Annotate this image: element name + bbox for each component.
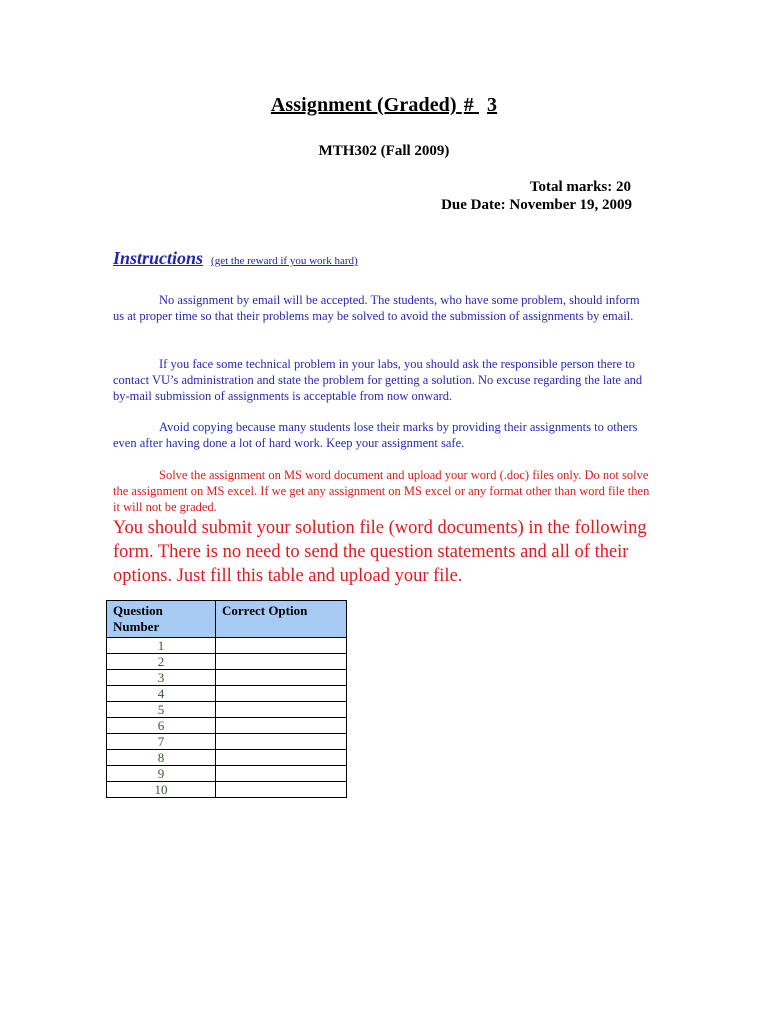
question-number-cell: 8	[107, 750, 216, 766]
question-number-cell: 7	[107, 734, 216, 750]
table-row	[107, 734, 347, 750]
table-row	[107, 766, 347, 782]
answer-table-header-row	[107, 601, 347, 638]
table-row	[107, 686, 347, 702]
instructions-note: (get the reward if you work hard)	[211, 255, 358, 267]
table-row	[107, 670, 347, 686]
assignment-number: 3	[487, 94, 498, 116]
table-row	[107, 638, 347, 654]
assignment-meta	[441, 178, 631, 214]
question-number-cell: 6	[107, 718, 216, 734]
course-code: MTH302 (Fall 2009)	[318, 143, 450, 159]
question-number-cell: 1	[107, 638, 216, 654]
assignment-title	[0, 94, 768, 117]
correct-option-cell[interactable]	[216, 654, 347, 670]
correct-option-cell[interactable]	[216, 782, 347, 798]
correct-option-cell[interactable]	[216, 750, 347, 766]
question-number-cell: 4	[107, 686, 216, 702]
table-row	[107, 718, 347, 734]
table-row	[107, 750, 347, 766]
correct-option-cell[interactable]	[216, 766, 347, 782]
instruction-paragraph-technical: If you face some technical problem in your labs, you should ask the responsible person there to contact VU’s administration and state the problem for getting a solution. No excuse regarding the late and by-mail submission of assignments is acceptable from now onward.	[113, 357, 643, 403]
due-date: Due Date: November 19, 2009	[441, 197, 632, 213]
instruction-paragraph-email: No assignment by email will be accepted. The students, who have some problem, should inform us at proper time so that their problems may be solved to avoid the submission of assignments by email.	[113, 293, 640, 323]
answer-table	[106, 600, 347, 798]
assignment-title-text: Assignment (Graded)	[270, 94, 457, 116]
assignment-title-hash: #	[463, 94, 474, 116]
instructions-label: Instructions	[113, 248, 204, 268]
correct-option-cell[interactable]	[216, 734, 347, 750]
table-row	[107, 782, 347, 798]
correct-option-cell[interactable]	[216, 670, 347, 686]
table-row	[107, 702, 347, 718]
question-number-cell: 10	[107, 782, 216, 798]
question-number-cell: 9	[107, 766, 216, 782]
instruction-paragraph-copying: Avoid copying because many students lose their marks by providing their assignments to others even after having done a lot of hard work. Keep your assignment safe.	[113, 420, 638, 450]
table-row	[107, 654, 347, 670]
question-number-header: Question Number	[107, 601, 216, 638]
total-marks: Total marks: 20	[529, 179, 631, 195]
question-number-cell: 2	[107, 654, 216, 670]
correct-option-cell[interactable]	[216, 686, 347, 702]
instruction-paragraph-format: Solve the assignment on MS word document and upload your word (.doc) files only. Do not solve the assignment on MS excel. If we get any assignment on MS excel or any format other than word file then it will not be graded.	[113, 468, 650, 514]
correct-option-cell[interactable]	[216, 718, 347, 734]
instructions-heading	[113, 248, 358, 269]
correct-option-cell[interactable]	[216, 702, 347, 718]
question-number-cell: 3	[107, 670, 216, 686]
question-number-cell: 5	[107, 702, 216, 718]
correct-option-header: Correct Option	[216, 601, 347, 638]
correct-option-cell[interactable]	[216, 638, 347, 654]
submission-note: You should submit your solution file (word documents) in the following form. There is no need to send the question statements and all of their options. Just fill this table and upload your file.	[113, 518, 647, 586]
